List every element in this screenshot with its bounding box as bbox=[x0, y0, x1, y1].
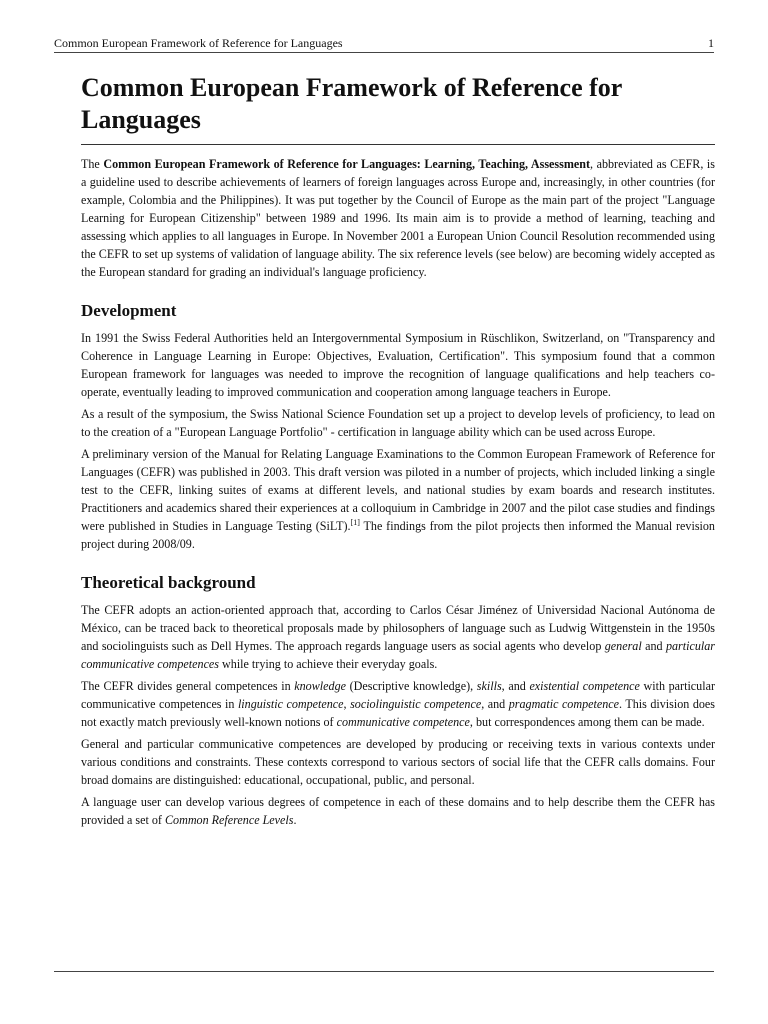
theory-p2-text-6: , and bbox=[481, 697, 509, 711]
theory-p1-text-2: and bbox=[641, 639, 666, 653]
intro-text-2: , abbreviated as CEFR, is a guideline used to describe achievements of learners of foreign languages across Europe and, increasingly, in other countries (for example, Colombia and the Philippines). It was put together by the Council of Europe as the main part of the project "Language Learning for European Citizenship" between 1989 and 1996. Its main aim is to provide a method of learning, teaching and assessing which applies to all languages in Europe. In November 2001 a European Union Council Resolution recommended using the CEFR to set up systems of validation of language ability. The six reference levels (see below) are becoming widely accepted as the European standard for grading an individual's language proficiency. bbox=[81, 157, 715, 279]
theory-p1-text-1: The CEFR adopts an action-oriented approach that, according to Carlos César Jiménez of Universidad Nacional Autónoma de México, can be traced back to theoretical proposals made by philosophers of language such as Ludwig Wittgenstein in the 1950s and sociolinguists such as Dell Hymes. The approach regards language users as social agents who develop bbox=[81, 603, 715, 653]
footer-divider bbox=[54, 971, 714, 972]
development-p3-text-1: A preliminary version of the Manual for Relating Language Examinations to the Common European Framework of Reference for Languages (CEFR) was published in 2003. This draft version was piloted in a number of projects, which included linking a single test to the CEFR, linking suites of exams at different levels, and national studies by exam boards and research institutes. Practitioners and academics shared their experiences at a colloquium in Cambridge in 2007 and the pilot case studies and findings were published in Studies in Language Testing (SiLT). bbox=[81, 447, 715, 533]
theory-p2-text-7: . This division does not exactly match previously well-known notions of bbox=[81, 697, 715, 729]
development-p3-text-2: The findings from the pilot projects then informed the Manual revision project during 2008/09. bbox=[81, 519, 715, 551]
theory-paragraph-3: General and particular communicative competences are developed by producing or receiving texts in various contexts under various conditions and constraints. These contexts correspond to various sectors of social life that the CEFR calls domains. Four broad domains are distinguished: educational, occupational, public, and personal. bbox=[81, 737, 715, 787]
citation-link-1[interactable]: [1] bbox=[350, 517, 360, 527]
theory-p2-text-2: (Descriptive knowledge), bbox=[345, 679, 477, 693]
theory-p2-italic-2: skills bbox=[476, 679, 502, 693]
section-heading-theoretical-background: Theoretical background bbox=[81, 573, 256, 592]
theory-p4-italic-1: Common Reference Levels bbox=[164, 813, 294, 827]
section-heading-development: Development bbox=[81, 301, 177, 320]
theory-p2-italic-7: communicative competence bbox=[336, 715, 470, 729]
intro-bold-term: Common European Framework of Reference for Languages: Learning, Teaching, Assessment bbox=[103, 157, 591, 171]
intro-text-1: The bbox=[81, 157, 104, 171]
theory-p4-text-1: A language user can develop various degrees of competence in each of these domains and to help describe them the CEFR has provided a set of bbox=[81, 795, 715, 827]
article-body bbox=[81, 72, 715, 833]
intro-paragraph bbox=[81, 155, 715, 281]
running-header-title: Common European Framework of Reference for Languages bbox=[54, 36, 343, 50]
theory-p1-italic-2: particular communicative competences bbox=[81, 639, 715, 671]
theory-p2-text-3: , and bbox=[501, 679, 530, 693]
theory-p1-italic-1: general bbox=[604, 639, 642, 653]
theory-paragraph-2 bbox=[81, 677, 715, 731]
theory-p2-text-1: The CEFR divides general competences in bbox=[81, 679, 295, 693]
theory-p2-italic-5: sociolinguistic competence bbox=[350, 697, 482, 711]
theory-paragraph-1 bbox=[81, 601, 715, 673]
theory-p2-text-5: , bbox=[343, 697, 351, 711]
theory-p4-text-2: . bbox=[293, 813, 297, 827]
theory-p1-text-3: while trying to achieve their everyday goals. bbox=[219, 657, 438, 671]
theory-paragraph-4 bbox=[81, 793, 715, 829]
running-header bbox=[54, 36, 714, 53]
theory-p2-text-4: with particular communicative competences in bbox=[81, 679, 715, 711]
theory-p2-italic-4: linguistic competence bbox=[237, 697, 344, 711]
development-paragraph-2: As a result of the symposium, the Swiss National Science Foundation set up a project to develop levels of proficiency, to lead on to the creation of a "European Language Portfolio" - certification in language ability which can be used across Europe. bbox=[81, 407, 715, 439]
development-paragraph-3 bbox=[81, 445, 715, 553]
development-paragraph-1: In 1991 the Swiss Federal Authorities held an Intergovernmental Symposium in Rüschlikon, Switzerland, on "Transparency and Coherence in Language Learning in Europe: Objectives, Evaluation, Certification". This symposium found that a common European framework for languages was needed to improve the recognition of language qualifications and help teachers co-operate, eventually leading to improved communication and cooperation among language teachers in Europe. bbox=[81, 331, 715, 399]
page-title: Common European Framework of Reference for Languages bbox=[81, 72, 715, 145]
theory-p2-italic-6: pragmatic competence bbox=[508, 697, 620, 711]
page-number: 1 bbox=[708, 36, 714, 50]
theory-p2-italic-1: knowledge bbox=[294, 679, 346, 693]
theory-p2-text-8: , but correspondences among them can be made. bbox=[469, 715, 705, 729]
theory-p2-italic-3: existential competence bbox=[529, 679, 640, 693]
